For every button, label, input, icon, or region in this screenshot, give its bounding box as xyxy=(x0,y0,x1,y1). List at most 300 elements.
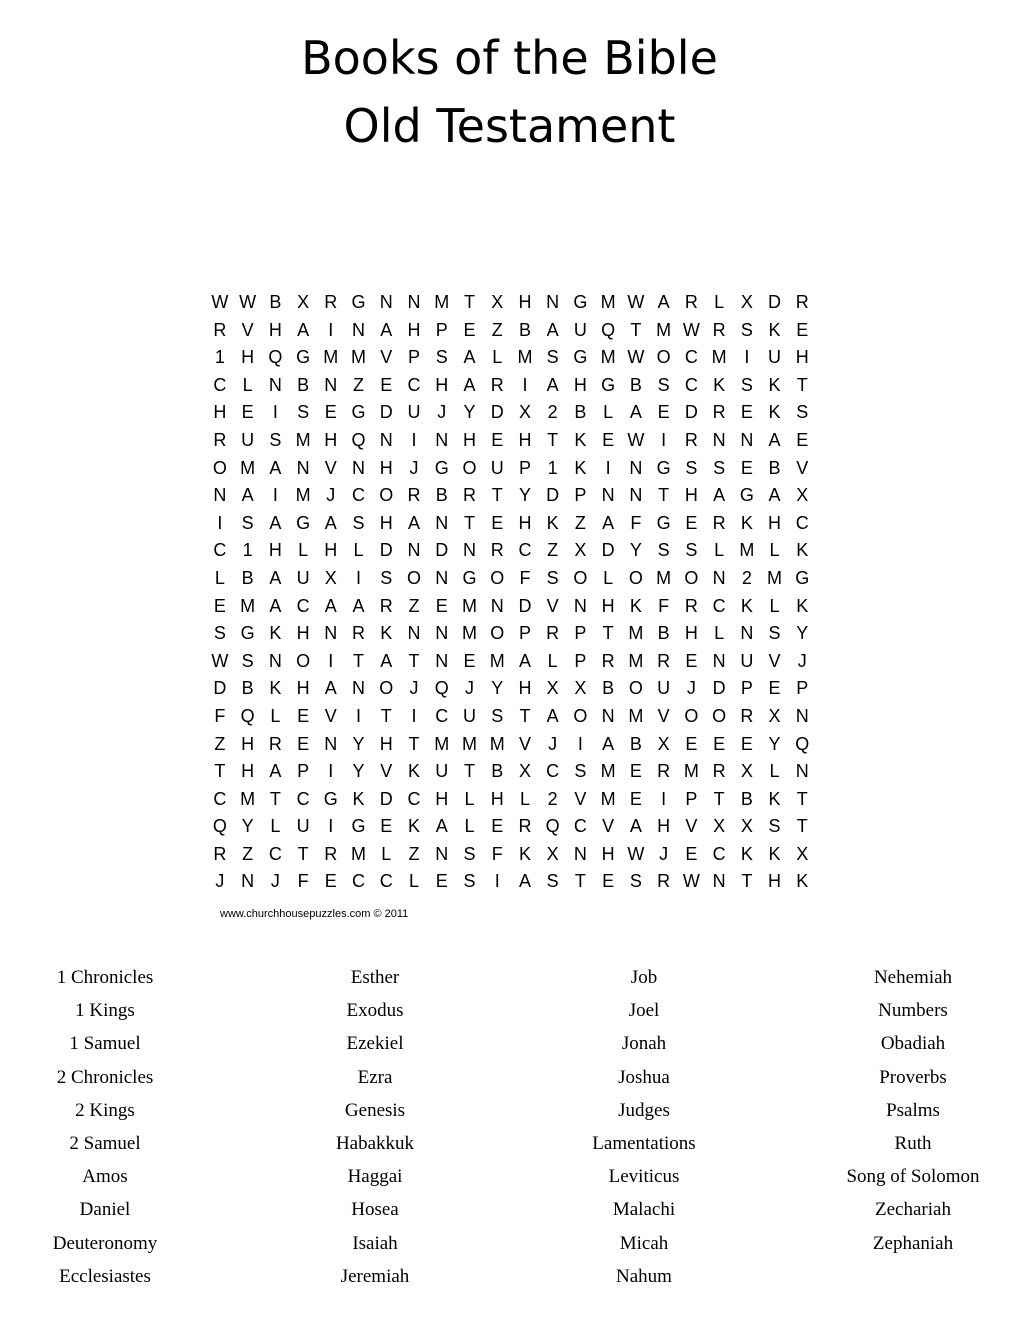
grid-letter: H xyxy=(379,512,393,533)
grid-letter: B xyxy=(241,567,254,588)
grid-letter: T xyxy=(519,705,531,726)
grid-letter: T xyxy=(741,871,753,892)
grid-letter: I xyxy=(522,374,528,395)
grid-row xyxy=(206,289,816,317)
grid-letter: E xyxy=(297,705,310,726)
grid-letter: O xyxy=(379,678,394,699)
grid-letter: A xyxy=(435,816,448,837)
grid-letter: D xyxy=(213,678,227,699)
grid-letter: I xyxy=(356,705,362,726)
word-list-item: Song of Solomon xyxy=(846,1166,980,1188)
grid-letter: C xyxy=(546,761,560,782)
grid-letter: N xyxy=(379,429,393,450)
grid-letter: S xyxy=(629,871,642,892)
grid-letter: K xyxy=(269,623,282,644)
grid-letter: R xyxy=(712,512,726,533)
grid-letter: I xyxy=(411,705,417,726)
word-list-item: Obadiah xyxy=(880,1033,946,1055)
grid-letter: H xyxy=(379,457,393,478)
grid-row xyxy=(206,399,816,427)
grid-letter: Q xyxy=(545,816,560,837)
grid-letter: K xyxy=(768,319,781,340)
grid-letter: D xyxy=(601,540,615,561)
grid-letter: S xyxy=(380,567,393,588)
grid-letter: M xyxy=(628,705,644,726)
word-search-grid xyxy=(206,289,816,896)
grid-letter: P xyxy=(408,347,421,368)
grid-letter: N xyxy=(712,871,726,892)
word-list-item: Proverbs xyxy=(879,1066,947,1088)
grid-letter: T xyxy=(602,623,614,644)
grid-letter: H xyxy=(601,595,615,616)
grid-letter: C xyxy=(518,540,532,561)
grid-letter: I xyxy=(494,871,500,892)
grid-letter: J xyxy=(326,485,336,506)
grid-letter: N xyxy=(795,761,809,782)
word-list-item: Nahum xyxy=(616,1265,672,1287)
grid-letter: R xyxy=(407,485,421,506)
grid-letter: N xyxy=(352,678,366,699)
grid-letter: U xyxy=(573,319,587,340)
grid-letter: J xyxy=(797,650,807,671)
grid-letter: X xyxy=(740,761,753,782)
grid-letter: M xyxy=(656,567,672,588)
grid-letter: K xyxy=(574,457,587,478)
grid-letter: S xyxy=(685,540,698,561)
grid-letter: R xyxy=(795,292,809,312)
grid-letter: I xyxy=(661,788,667,809)
grid-letter: Z xyxy=(408,843,420,864)
grid-letter: A xyxy=(546,319,559,340)
grid-letter: H xyxy=(768,871,782,892)
grid-letter: K xyxy=(740,843,753,864)
grid-letter: K xyxy=(713,374,726,395)
grid-letter: R xyxy=(740,705,754,726)
grid-letter: T xyxy=(630,319,642,340)
word-list-item: Joel xyxy=(628,1000,660,1022)
grid-letter: H xyxy=(379,733,393,754)
grid-letter: S xyxy=(740,319,753,340)
grid-letter: T xyxy=(463,292,475,312)
grid-letter: F xyxy=(214,705,226,726)
word-list-item: Amos xyxy=(82,1166,128,1188)
grid-letter: H xyxy=(435,788,449,809)
grid-letter: O xyxy=(212,457,227,478)
grid-letter: N xyxy=(407,623,421,644)
grid-letter: S xyxy=(796,402,809,423)
grid-letter: E xyxy=(657,402,670,423)
grid-letter: L xyxy=(714,540,725,561)
word-list-item: Malachi xyxy=(612,1199,676,1221)
word-list-item: 1 Chronicles xyxy=(56,967,154,988)
grid-letter: Y xyxy=(491,678,504,699)
grid-letter: V xyxy=(241,319,254,340)
grid-letter: S xyxy=(768,816,781,837)
word-list-item: Ruth xyxy=(894,1132,932,1154)
word-list-item: Job xyxy=(630,967,658,988)
grid-letter: M xyxy=(739,540,755,561)
grid-letter: K xyxy=(796,871,809,892)
grid-letter: U xyxy=(296,816,310,837)
grid-letter: Y xyxy=(241,816,254,837)
grid-letter: R xyxy=(657,871,671,892)
grid-letter: I xyxy=(356,567,362,588)
grid-letter: D xyxy=(684,402,698,423)
grid-letter: H xyxy=(241,733,255,754)
grid-letter: 1 xyxy=(214,347,225,368)
grid-letter: S xyxy=(546,567,559,588)
grid-letter: M xyxy=(517,347,533,368)
grid-letter: V xyxy=(380,761,393,782)
grid-row xyxy=(206,841,816,869)
grid-letter: S xyxy=(713,457,726,478)
grid-letter: J xyxy=(464,678,474,699)
grid-letter: A xyxy=(518,871,531,892)
grid-letter: H xyxy=(241,761,255,782)
grid-letter: E xyxy=(324,871,337,892)
grid-letter: E xyxy=(213,595,226,616)
grid-letter: E xyxy=(435,871,448,892)
grid-letter: L xyxy=(298,540,309,561)
grid-letter: N xyxy=(712,567,726,588)
grid-letter: A xyxy=(546,374,559,395)
grid-letter: D xyxy=(379,402,393,423)
grid-letter: I xyxy=(411,429,417,450)
grid-letter: J xyxy=(409,457,419,478)
grid-letter: Q xyxy=(240,705,255,726)
word-list-item: 1 Kings xyxy=(75,1000,135,1022)
credit-line: www.churchhousepuzzles.com © 2011 xyxy=(220,908,409,920)
grid-letter: S xyxy=(435,347,448,368)
word-list-item: Ecclesiastes xyxy=(59,1265,151,1287)
grid-letter: G xyxy=(573,347,588,368)
grid-letter: Y xyxy=(629,540,642,561)
grid-letter: Q xyxy=(212,816,227,837)
grid-letter: C xyxy=(296,788,310,809)
grid-letter: U xyxy=(241,429,255,450)
grid-letter: H xyxy=(462,429,476,450)
grid-letter: P xyxy=(574,485,587,506)
grid-letter: A xyxy=(241,485,254,506)
grid-letter: U xyxy=(407,402,421,423)
grid-letter: L xyxy=(464,788,475,809)
grid-letter: M xyxy=(656,319,672,340)
grid-letter: Q xyxy=(601,319,616,340)
grid-letter: V xyxy=(574,788,587,809)
grid-letter: R xyxy=(684,429,698,450)
grid-letter: I xyxy=(328,761,334,782)
grid-letter: J xyxy=(215,871,225,892)
grid-letter: Y xyxy=(518,485,531,506)
grid-letter: N xyxy=(213,485,227,506)
grid-letter: R xyxy=(490,540,504,561)
grid-letter: 2 xyxy=(547,402,558,423)
grid-letter: T xyxy=(796,788,808,809)
grid-letter: Y xyxy=(463,402,476,423)
grid-letter: S xyxy=(213,623,226,644)
grid-letter: E xyxy=(796,319,809,340)
grid-letter: M xyxy=(461,733,477,754)
grid-letter: F xyxy=(297,871,309,892)
grid-letter: I xyxy=(605,457,611,478)
grid-letter: A xyxy=(602,733,615,754)
grid-letter: B xyxy=(768,457,781,478)
grid-letter: Y xyxy=(352,761,365,782)
grid-letter: P xyxy=(574,650,587,671)
grid-letter: N xyxy=(435,623,449,644)
grid-letter: A xyxy=(768,429,781,450)
grid-letter: Y xyxy=(768,733,781,754)
grid-letter: K xyxy=(574,429,587,450)
grid-letter: X xyxy=(796,843,809,864)
grid-letter: V xyxy=(518,733,531,754)
grid-letter: V xyxy=(796,457,809,478)
grid-letter: G xyxy=(240,623,255,644)
grid-letter: L xyxy=(492,347,503,368)
grid-letter: K xyxy=(629,595,642,616)
grid-letter: N xyxy=(490,595,504,616)
word-list-item: Zechariah xyxy=(875,1199,951,1221)
grid-letter: K xyxy=(768,402,781,423)
grid-letter: C xyxy=(379,871,393,892)
grid-letter: G xyxy=(795,567,810,588)
grid-letter: R xyxy=(712,761,726,782)
grid-letter: T xyxy=(408,733,420,754)
grid-letter: S xyxy=(685,457,698,478)
grid-letter: N xyxy=(712,650,726,671)
grid-letter: N xyxy=(435,512,449,533)
grid-letter: N xyxy=(352,319,366,340)
grid-letter: Z xyxy=(574,512,586,533)
grid-letter: K xyxy=(768,843,781,864)
grid-letter: Z xyxy=(242,843,254,864)
grid-row xyxy=(206,868,816,896)
grid-letter: C xyxy=(684,374,698,395)
grid-letter: E xyxy=(768,678,781,699)
grid-letter: F xyxy=(491,843,503,864)
grid-letter: N xyxy=(740,429,754,450)
grid-letter: K xyxy=(768,374,781,395)
grid-letter: N xyxy=(407,292,421,312)
grid-letter: A xyxy=(324,678,337,699)
grid-letter: P xyxy=(435,319,448,340)
grid-letter: E xyxy=(685,650,698,671)
grid-letter: H xyxy=(795,347,809,368)
grid-letter: T xyxy=(408,650,420,671)
grid-letter: I xyxy=(272,485,278,506)
grid-letter: H xyxy=(435,374,449,395)
grid-letter: F xyxy=(658,595,670,616)
grid-letter: O xyxy=(379,485,394,506)
grid-letter: A xyxy=(629,402,642,423)
grid-letter: R xyxy=(546,623,560,644)
word-list-item: 1 Samuel xyxy=(69,1033,141,1055)
grid-letter: L xyxy=(603,402,614,423)
word-list-item: Esther xyxy=(350,967,400,988)
grid-letter: M xyxy=(351,347,367,368)
grid-letter: M xyxy=(600,761,616,782)
grid-letter: R xyxy=(462,485,476,506)
grid-letter: F xyxy=(519,567,531,588)
grid-letter: V xyxy=(602,816,615,837)
word-list-item: Micah xyxy=(619,1232,669,1254)
grid-letter: E xyxy=(602,429,615,450)
word-list-item: Joshua xyxy=(618,1066,670,1088)
grid-letter: N xyxy=(379,292,393,312)
grid-letter: X xyxy=(518,761,531,782)
grid-letter: E xyxy=(685,843,698,864)
grid-letter: R xyxy=(324,292,338,312)
grid-letter: W xyxy=(211,292,229,312)
grid-row xyxy=(206,786,816,814)
grid-letter: K xyxy=(740,595,753,616)
grid-letter: Z xyxy=(408,595,420,616)
grid-letter: M xyxy=(489,650,505,671)
grid-letter: M xyxy=(434,292,450,312)
grid-letter: K xyxy=(796,595,809,616)
grid-letter: G xyxy=(462,567,477,588)
grid-letter: D xyxy=(379,788,393,809)
grid-letter: E xyxy=(324,402,337,423)
grid-letter: O xyxy=(490,567,505,588)
grid-letter: M xyxy=(351,843,367,864)
grid-letter: A xyxy=(602,512,615,533)
grid-letter: O xyxy=(628,567,643,588)
grid-letter: H xyxy=(241,347,255,368)
word-list-column-4 xyxy=(783,964,1019,1263)
grid-letter: L xyxy=(270,816,281,837)
grid-letter: S xyxy=(241,512,254,533)
grid-letter: O xyxy=(296,650,311,671)
grid-letter: H xyxy=(518,512,532,533)
grid-row xyxy=(206,620,816,648)
grid-letter: P xyxy=(685,788,698,809)
grid-letter: H xyxy=(213,402,227,423)
grid-letter: B xyxy=(297,374,310,395)
grid-letter: C xyxy=(712,595,726,616)
grid-letter: O xyxy=(407,567,422,588)
grid-letter: L xyxy=(714,292,725,312)
grid-letter: X xyxy=(740,292,753,312)
grid-letter: K xyxy=(269,678,282,699)
grid-letter: E xyxy=(629,788,642,809)
grid-letter: A xyxy=(546,705,559,726)
grid-letter: R xyxy=(268,733,282,754)
grid-letter: O xyxy=(573,567,588,588)
grid-letter: P xyxy=(518,623,531,644)
grid-letter: B xyxy=(269,292,282,312)
grid-letter: O xyxy=(490,623,505,644)
grid-letter: Y xyxy=(352,733,365,754)
grid-letter: U xyxy=(490,457,504,478)
grid-letter: E xyxy=(713,733,726,754)
grid-letter: N xyxy=(324,623,338,644)
grid-letter: H xyxy=(518,678,532,699)
grid-letter: N xyxy=(268,650,282,671)
grid-letter: R xyxy=(657,650,671,671)
grid-letter: I xyxy=(744,347,750,368)
grid-letter: M xyxy=(683,761,699,782)
grid-letter: P xyxy=(796,678,809,699)
word-list-item: Psalms xyxy=(886,1099,940,1121)
grid-letter: C xyxy=(296,595,310,616)
grid-letter: L xyxy=(547,650,558,671)
grid-letter: H xyxy=(518,429,532,450)
page-title-line-1: Books of the Bible xyxy=(301,31,718,85)
grid-letter: A xyxy=(269,761,282,782)
grid-letter: A xyxy=(324,595,337,616)
grid-letter: C xyxy=(268,843,282,864)
grid-letter: W xyxy=(211,650,229,671)
grid-letter: S xyxy=(768,623,781,644)
grid-letter: X xyxy=(518,402,531,423)
grid-letter: E xyxy=(463,319,476,340)
word-list-column-1 xyxy=(0,964,235,1296)
grid-letter: E xyxy=(685,512,698,533)
grid-letter: N xyxy=(712,429,726,450)
grid-row xyxy=(206,675,816,703)
grid-letter: G xyxy=(656,512,671,533)
grid-letter: J xyxy=(659,843,669,864)
grid-letter: G xyxy=(739,485,754,506)
grid-letter: M xyxy=(600,347,616,368)
grid-letter: C xyxy=(352,871,366,892)
grid-letter: I xyxy=(328,319,334,340)
grid-letter: L xyxy=(270,705,281,726)
grid-letter: D xyxy=(379,540,393,561)
grid-letter: N xyxy=(241,871,255,892)
grid-letter: E xyxy=(491,429,504,450)
grid-letter: N xyxy=(324,733,338,754)
grid-row xyxy=(206,455,816,483)
grid-letter: 1 xyxy=(547,457,558,478)
grid-letter: X xyxy=(297,292,310,312)
grid-letter: E xyxy=(796,429,809,450)
grid-letter: K xyxy=(518,843,531,864)
grid-letter: O xyxy=(462,457,477,478)
grid-letter: W xyxy=(682,871,700,892)
grid-letter: V xyxy=(657,705,670,726)
grid-letter: R xyxy=(213,319,227,340)
grid-letter: X xyxy=(796,485,809,506)
grid-letter: T xyxy=(463,761,475,782)
grid-letter: X xyxy=(574,678,587,699)
grid-letter: E xyxy=(491,816,504,837)
grid-letter: N xyxy=(629,485,643,506)
grid-letter: E xyxy=(602,871,615,892)
grid-letter: T xyxy=(269,788,281,809)
grid-letter: Q xyxy=(351,429,366,450)
grid-letter: N xyxy=(601,485,615,506)
grid-letter: M xyxy=(461,595,477,616)
word-list-item: Lamentations xyxy=(592,1132,696,1154)
grid-letter: S xyxy=(574,761,587,782)
word-list-item: Nehemiah xyxy=(873,967,953,988)
grid-letter: E xyxy=(435,595,448,616)
grid-letter: T xyxy=(574,871,586,892)
grid-letter: R xyxy=(324,843,338,864)
grid-letter: M xyxy=(711,347,727,368)
grid-letter: U xyxy=(740,650,754,671)
grid-letter: T xyxy=(796,816,808,837)
word-list-item: Jeremiah xyxy=(340,1265,410,1287)
grid-letter: K xyxy=(768,788,781,809)
grid-row xyxy=(206,731,816,759)
grid-letter: C xyxy=(352,485,366,506)
grid-letter: K xyxy=(796,540,809,561)
grid-letter: K xyxy=(352,788,365,809)
grid-letter: A xyxy=(297,319,310,340)
